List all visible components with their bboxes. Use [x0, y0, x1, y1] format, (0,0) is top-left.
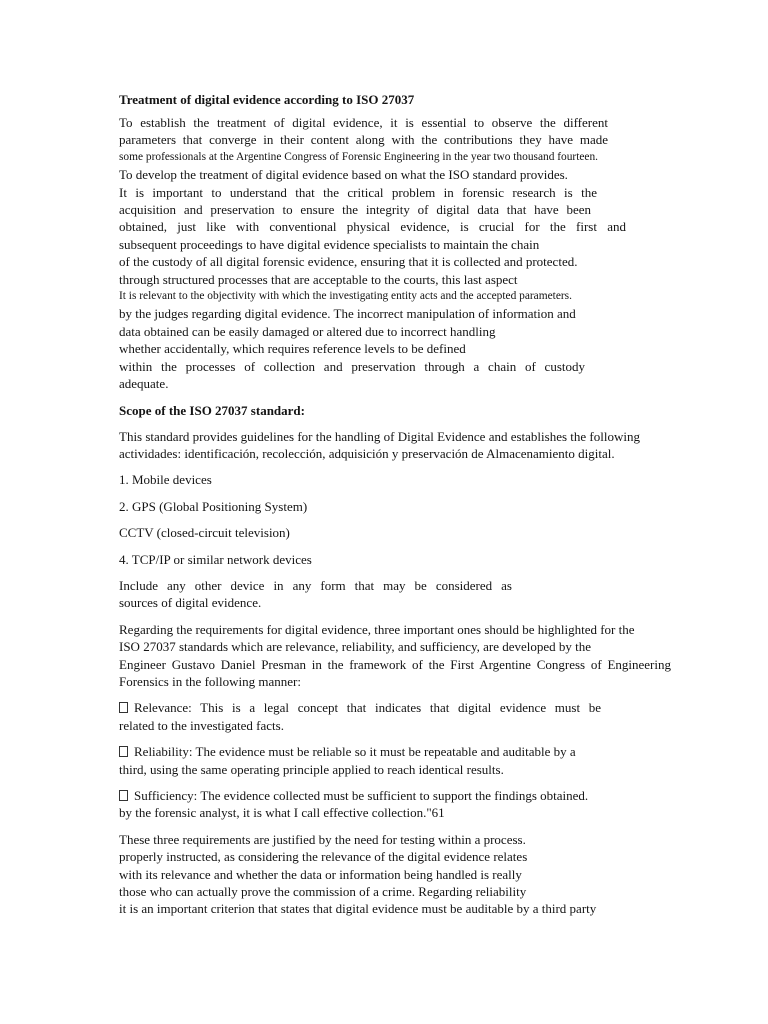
bullet-glyph-icon [119, 746, 128, 757]
text-line [119, 699, 601, 716]
text-line: It is important to understand that the critical problem in forensic research is the [119, 184, 597, 200]
text-line: ISO 27037 standards which are relevance, reliability, and sufficiency, are developed by the [119, 639, 592, 655]
text-line: related to the investigated facts. [119, 717, 284, 733]
paragraph-requirements [119, 621, 675, 691]
text-line: of the custody of all digital forensic evidence, ensuring that it is collected and protected. [119, 254, 578, 270]
text-line: through structured processes that are acceptable to the courts, this last aspect [119, 271, 518, 287]
text-line: sources of digital evidence. [119, 595, 262, 611]
text-line: Engineer Gustavo Daniel Presman in the framework of the First Argentine Congress of Engineering [119, 656, 671, 672]
list-item: 2. GPS (Global Positioning System) [119, 498, 308, 514]
text-line: This standard provides guidelines for the handling of Digital Evidence and establishes the following [119, 428, 640, 444]
paragraph-scope [119, 428, 675, 463]
list-item: 4. TCP/IP or similar network devices [119, 551, 312, 567]
text-line: actividades: identificación, recolección, adquisición y preservación de Almacenamiento digital. [119, 445, 615, 461]
text-line: with its relevance and whether the data or information being handled is really [119, 866, 522, 882]
text-line: by the forensic analyst, it is what I call effective collection."61 [119, 805, 445, 821]
text-line: Forensics in the following manner: [119, 673, 301, 689]
paragraph-justification [119, 831, 675, 918]
document-page [119, 91, 675, 918]
bullet-relevance [119, 699, 675, 734]
text-line: acquisition and preservation to ensure the integrity of digital data that have been [119, 202, 591, 218]
text-line: These three requirements are justified by the need for testing within a process. [119, 831, 526, 847]
section-heading-scope: Scope of the ISO 27037 standard: [119, 402, 305, 418]
text-line: some professionals at the Argentine Congress of Forensic Engineering in the year two thousand fourteen. [119, 150, 599, 163]
text-line: To establish the treatment of digital evidence, it is essential to observe the different [119, 115, 608, 130]
text-line: third, using the same operating principle applied to reach identical results. [119, 761, 504, 777]
bullet-text: Reliability: The evidence must be reliable so it must be repeatable and auditable by a [134, 744, 576, 760]
bullet-glyph-icon [119, 702, 128, 713]
section-heading-treatment: Treatment of digital evidence according to ISO 27037 [119, 92, 415, 107]
text-line: obtained, just like with conventional physical evidence, is crucial for the first and [119, 219, 626, 235]
text-line: properly instructed, as considering the relevance of the digital evidence relates [119, 849, 528, 865]
text-line: data obtained can be easily damaged or altered due to incorrect handling [119, 323, 496, 339]
text-line: parameters that converge in their content along with the contributions they have made [119, 132, 608, 148]
paragraph-other-devices [119, 577, 675, 612]
list-item: 1. Mobile devices [119, 472, 212, 488]
text-line: those who can actually prove the commission of a crime. Regarding reliability [119, 884, 527, 900]
text-line: it is an important criterion that states that digital evidence must be auditable by a third party [119, 901, 597, 917]
bullet-glyph-icon [119, 790, 128, 801]
text-line: by the judges regarding digital evidence. The incorrect manipulation of information and [119, 306, 576, 322]
text-line: within the processes of collection and preservation through a chain of custody [119, 358, 585, 374]
text-line: whether accidentally, which requires reference levels to be defined [119, 341, 466, 357]
bullet-reliability [119, 743, 675, 778]
text-line: adequate. [119, 376, 169, 392]
text-line: To develop the treatment of digital evidence based on what the ISO standard provides. [119, 167, 568, 183]
text-line [119, 743, 675, 760]
bullet-sufficiency [119, 787, 675, 822]
text-line [119, 787, 675, 804]
bullet-text: Relevance: This is a legal concept that indicates that digital evidence must be [134, 700, 601, 716]
text-line: It is relevant to the objectivity with which the investigating entity acts and the accepted parameters. [119, 290, 572, 303]
list-item: CCTV (closed-circuit television) [119, 525, 290, 541]
text-line: Include any other device in any form that may be considered as [119, 577, 512, 593]
bullet-text: Sufficiency: The evidence collected must be sufficient to support the findings obtained. [134, 788, 589, 803]
text-line: Regarding the requirements for digital evidence, three important ones should be highlighted for the [119, 621, 635, 637]
paragraph-intro [119, 114, 675, 393]
text-line: subsequent proceedings to have digital evidence specialists to maintain the chain [119, 236, 540, 252]
